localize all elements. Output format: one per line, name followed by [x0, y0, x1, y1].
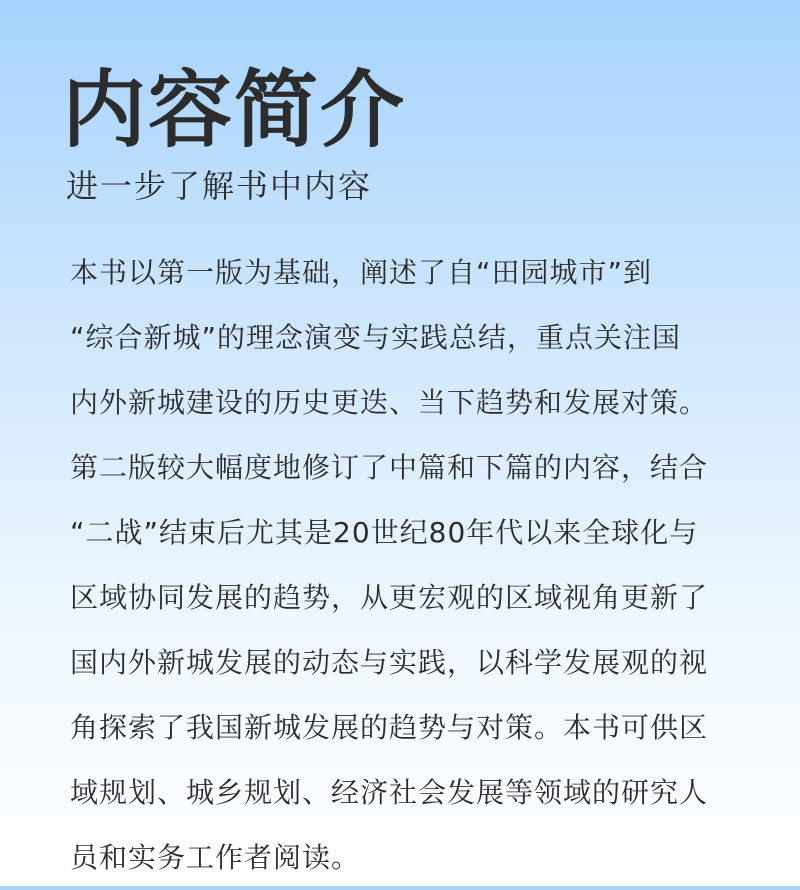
paragraph-line: 本书以第一版为基础，阐述了自“田园城市”到 [70, 256, 653, 289]
paragraph-line: 域规划、城乡规划、经济社会发展等领域的研究人 [70, 776, 709, 809]
page-title: 内容简介 [62, 61, 407, 159]
paragraph-line: 国内外新城发展的动态与实践，以科学发展观的视 [70, 646, 709, 679]
page-subtitle: 进一步了解书中内容 [66, 167, 373, 205]
intro-paragraph [70, 240, 735, 890]
paragraph-line: 角探索了我国新城发展的趋势与对策。本书可供区 [70, 711, 709, 744]
paragraph-line: 内外新城建设的历史更迭、当下趋势和发展对策。 [70, 386, 709, 419]
paragraph-line: 第二版较大幅度地修订了中篇和下篇的内容，结合 [70, 451, 709, 484]
paragraph-line: 员和实务工作者阅读。 [70, 841, 361, 874]
paragraph-line: “综合新城”的理念演变与实践总结，重点关注国 [70, 321, 682, 354]
paragraph-line: “二战”结束后尤其是20世纪80年代以来全球化与 [70, 516, 699, 549]
paragraph-line: 区域协同发展的趋势，从更宏观的区域视角更新了 [70, 581, 709, 614]
